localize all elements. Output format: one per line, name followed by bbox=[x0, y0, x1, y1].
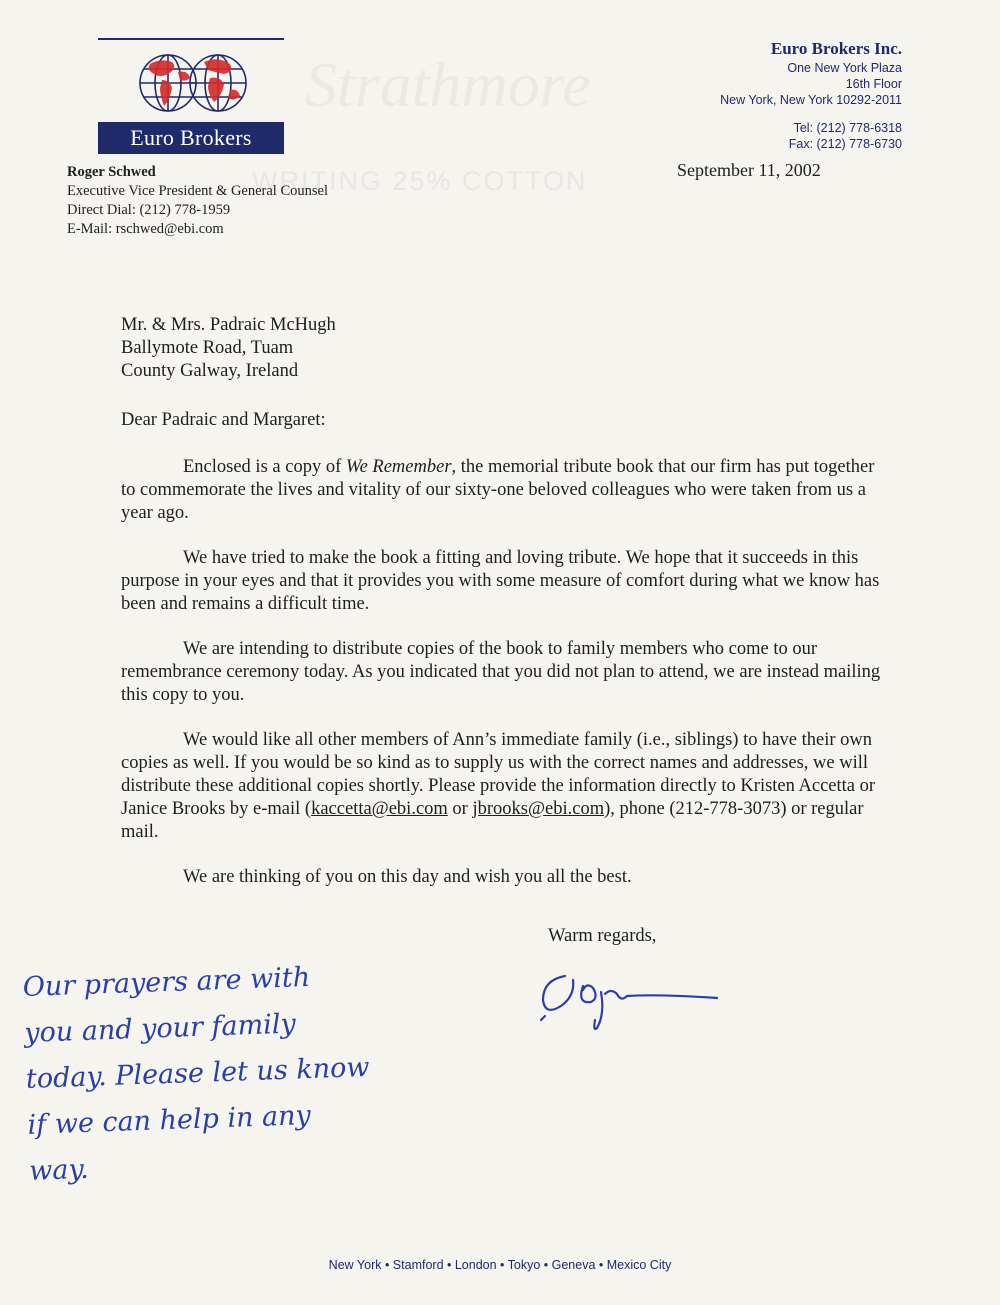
handwritten-line: Our prayers are with bbox=[22, 961, 311, 1003]
signature-icon bbox=[535, 958, 725, 1038]
logo-rule bbox=[98, 38, 284, 40]
logo-wordmark: Euro Brokers bbox=[98, 122, 284, 154]
company-tel: Tel: (212) 778-6318 bbox=[793, 121, 902, 135]
handwritten-note bbox=[22, 949, 500, 1195]
sender-email: E-Mail: rschwed@ebi.com bbox=[67, 221, 224, 237]
body-paragraph bbox=[121, 729, 881, 844]
company-name: Euro Brokers Inc. bbox=[770, 39, 902, 58]
body-text: Enclosed is a copy of bbox=[183, 457, 346, 477]
handwritten-line: you and your family bbox=[23, 1008, 297, 1049]
body-text: We would like all other members of Ann’s immediate family (i.e., siblings) to have their own copies as well. If you would be so kind as to supply us with the correct names and addresses, we will distribute these additional copies shortly. Please provide the information directly to Kristen Accetta or Janice Brooks by e-mail ( bbox=[121, 730, 876, 819]
address-line: New York, New York 10292-2011 bbox=[720, 93, 902, 107]
watermark-line: WRITING 25% COTTON bbox=[252, 166, 588, 196]
book-title: We Remember bbox=[345, 457, 452, 477]
watermark-brand: Strathmore bbox=[305, 49, 591, 120]
handwritten-line: if we can help in any bbox=[27, 1100, 312, 1141]
sender-title: Executive Vice President & General Counsel bbox=[67, 183, 328, 199]
address-line: 16th Floor bbox=[845, 77, 902, 91]
handwritten-line: today. Please let us know bbox=[25, 1051, 370, 1095]
recipient-line: Ballymote Road, Tuam bbox=[121, 338, 294, 358]
email-link-brooks[interactable]: jbrooks@ebi.com bbox=[472, 799, 605, 819]
body-paragraph: We are intending to distribute copies of the book to family members who come to our remembrance ceremony today. As you indicated that you did not plan to attend, we are instead mailing this copy to you. bbox=[121, 639, 881, 705]
salutation: Dear Padraic and Margaret: bbox=[121, 410, 326, 430]
handwritten-line: way. bbox=[28, 1153, 90, 1187]
letter-body bbox=[121, 456, 881, 889]
recipient-address bbox=[121, 314, 336, 383]
body-text: , the memorial tribute book that our firm has put together to commemorate the lives and vitality of our sixty-one beloved colleagues who were taken from us a year ago. bbox=[121, 457, 875, 523]
closing: Warm regards, bbox=[548, 926, 657, 946]
body-paragraph: We have tried to make the book a fitting and loving tribute. We hope that it succeeds in this purpose in your eyes and that it provides you with some measure of comfort during what we know has been and remains a difficult time. bbox=[121, 548, 880, 614]
sender-name: Roger Schwed bbox=[67, 164, 156, 180]
sender-block bbox=[67, 163, 328, 239]
company-fax: Fax: (212) 778-6730 bbox=[788, 137, 902, 151]
address-line: One New York Plaza bbox=[787, 61, 902, 75]
email-link-accetta[interactable]: kaccetta@ebi.com bbox=[311, 799, 448, 819]
recipient-line: Mr. & Mrs. Padraic McHugh bbox=[121, 315, 336, 335]
sender-direct-dial: Direct Dial: (212) 778-1959 bbox=[67, 202, 231, 218]
body-text: ), phone (212-778-3073) or regular mail. bbox=[121, 799, 864, 842]
body-paragraph bbox=[121, 456, 881, 525]
body-text: or bbox=[447, 799, 473, 819]
letter-date: September 11, 2002 bbox=[677, 160, 821, 180]
footer-offices: New York • Stamford • London • Tokyo • Geneva • Mexico City bbox=[328, 1258, 672, 1272]
company-address-block bbox=[720, 38, 902, 152]
globes-logo-icon bbox=[138, 50, 248, 116]
body-paragraph: We are thinking of you on this day and wish you all the best. bbox=[183, 867, 632, 887]
recipient-line: County Galway, Ireland bbox=[121, 361, 299, 381]
